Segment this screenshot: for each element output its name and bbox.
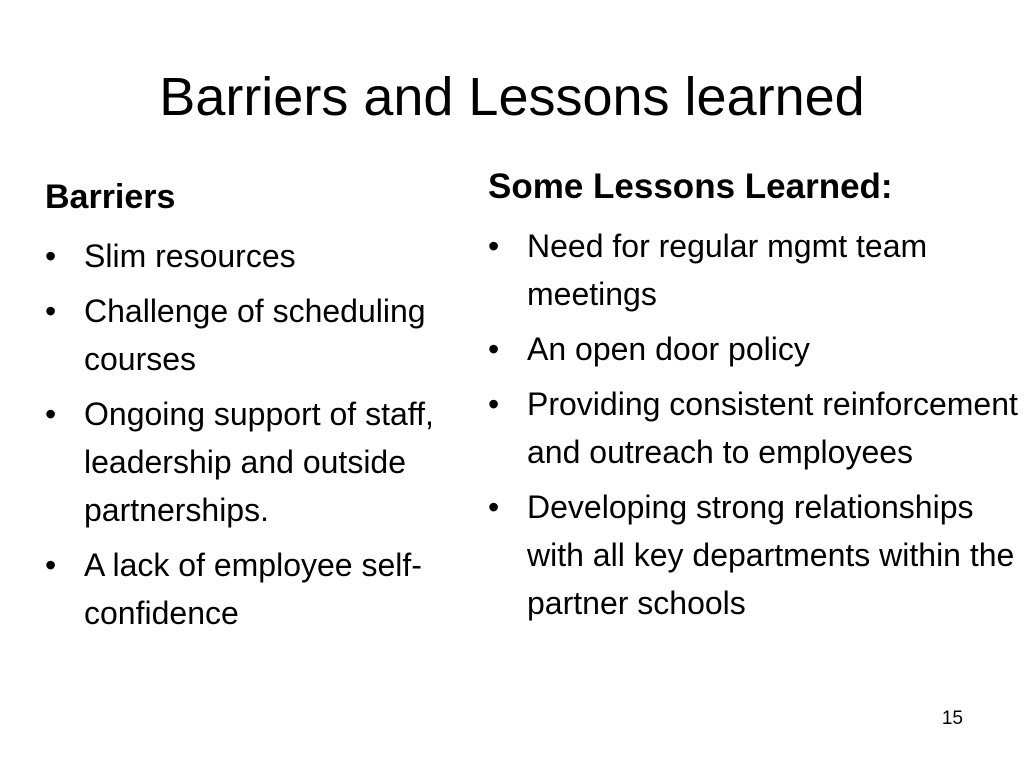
barriers-list [45, 232, 475, 637]
barriers-item-text: Challenge of scheduling courses [84, 293, 426, 377]
barriers-item-text: A lack of employee self-confidence [84, 547, 422, 631]
barriers-heading: Barriers [45, 178, 176, 216]
bullet-icon: • [488, 386, 500, 422]
barriers-item [45, 390, 475, 534]
barriers-item [45, 541, 475, 637]
barriers-item [45, 287, 475, 383]
lessons-item-text: An open door policy [527, 331, 810, 367]
lessons-item [488, 380, 1018, 476]
lessons-heading: Some Lessons Learned: [488, 167, 893, 206]
lessons-item-text: Need for regular mgmt team meetings [527, 228, 928, 312]
lessons-item [488, 483, 1018, 627]
lessons-item-text: Providing consistent reinforcement and outreach to employees [527, 386, 1018, 470]
lessons-item [488, 222, 1018, 318]
barriers-column [45, 172, 475, 644]
lessons-list [488, 222, 1018, 627]
page-number: 15 [941, 708, 963, 729]
slide-title: Barriers and Lessons learned [159, 67, 865, 127]
lessons-item-text: Developing strong relationships with all key departments within the partner schools [527, 489, 1015, 621]
bullet-icon: • [488, 489, 500, 525]
bullet-icon: • [488, 228, 500, 264]
lessons-item [488, 325, 1018, 373]
lessons-column [488, 162, 1018, 634]
barriers-item-text: Ongoing support of staff, leadership and outside partnerships. [84, 396, 434, 528]
bullet-icon: • [45, 293, 57, 329]
bullet-icon: • [45, 238, 57, 274]
barriers-item-text: Slim resources [84, 238, 296, 274]
bullet-icon: • [45, 396, 57, 432]
bullet-icon: • [488, 331, 500, 367]
barriers-item [45, 232, 475, 280]
bullet-icon: • [45, 547, 57, 583]
